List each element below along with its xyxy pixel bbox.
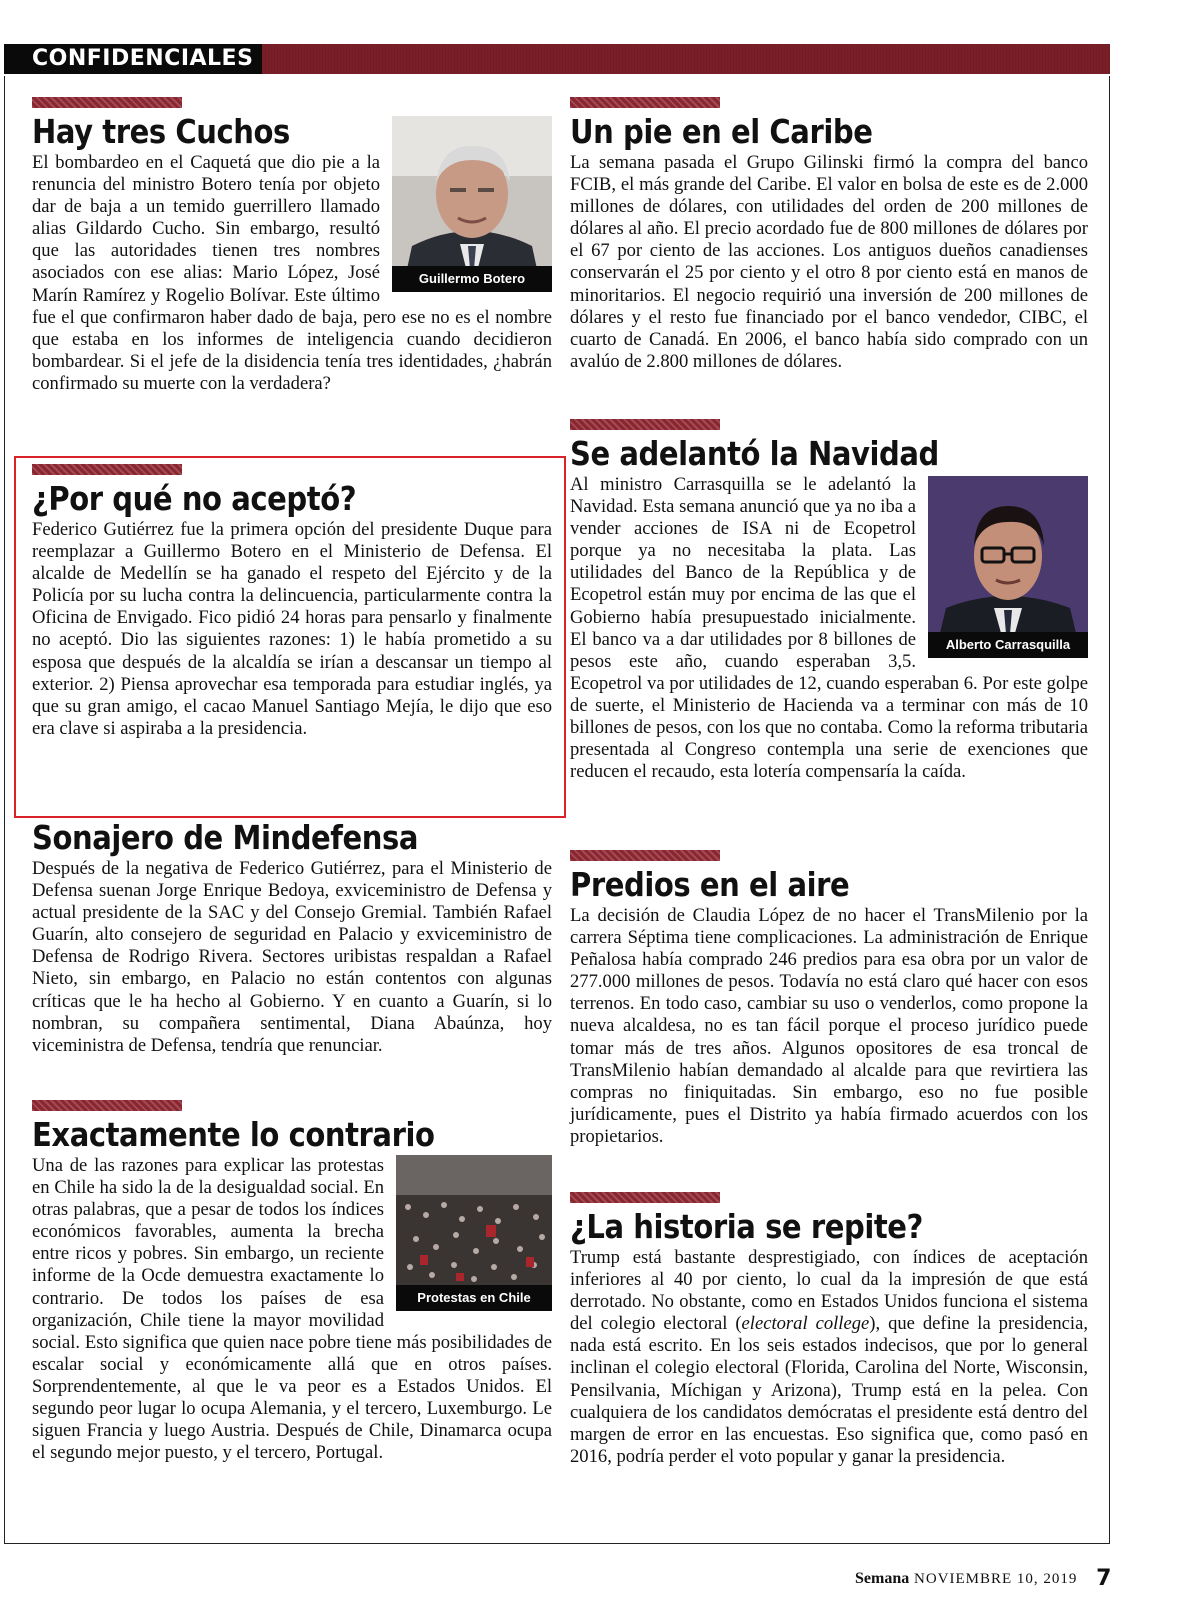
issue-date: NOVIEMBRE 10, 2019 (913, 1571, 1078, 1587)
photo-alberto-carrasquilla (928, 476, 1088, 658)
article-rule (570, 850, 720, 861)
article-body: La decisión de Claudia López de no hacer el TransMilenio por la carrera Séptima tiene complicaciones. La administración de Enrique Peñalosa había comprado 246 predios para esa obra por un valor de 277.000 millones de pesos. Todavía no está claro qué hacer con esos terrenos. En todo caso, cambiar su uso o venderlos, como propone la nueva alcaldesa, no es tan fácil porque el proceso jurídico puede tomar más de tres años. Algunos opositores de esa troncal de TransMilenio habían demandado al alcalde para que revirtiera las compras no finiquitadas. Sin embargo, eso no fue posible jurídicamente, pues el Distrito ya había firmado acuerdos con los propietarios. (570, 905, 1088, 1147)
article-body: La semana pasada el Grupo Gilinski firmó la compra del banco FCIB, el más grande del Caribe. El valor en bolsa de este es de 2.000 millones de dólares, con utilidades del orden de 200 millones de dólares al año. El precio acordado fue de 800 millones de dólares por el 67 por ciento de las acciones. Los antiguos dueños canadienses conservarán el 25 por ciento y el otro 8 por ciento está en manos de minoritarios. El negocio requirió una inversión de 200 millones de dólares y el resto fue financiado por el banco vendedor, CIBC, el cuarto de Canadá. En 2006, el banco había sido comprado con un avalúo de 2.800 millones de dólares. (570, 152, 1088, 372)
article-body: Después de la negativa de Federico Gutiérrez, para el Ministerio de Defensa suenan Jorge Enrique Bedoya, exviceministro de Defensa y actual presidente de la SAC y del Consejo Gremial. También Rafael Guarín, alto consejero de seguridad en Palacio y exviceministro de Defensa de Rodrigo Rivera. Sectores uribistas respaldan a Rafael Nieto, sin embargo, en Palacio no están contentos con algunas críticas que le ha hecho al Gobierno. Y en cuanto a Guarín, si lo nombran, su compañera sentimental, Diana Abaúnza, hoy viceministra de Defensa, tendría que renunciar. (32, 858, 552, 1056)
magazine-name: Semana (855, 1570, 910, 1587)
article-rule (570, 97, 720, 108)
photo-caption: Alberto Carrasquilla (928, 632, 1088, 658)
article-body (570, 1247, 1088, 1468)
body-text: ), que define la presidencia, nada está escrito. En los seis estados indecisos, que por lo general inclinan el colegio electoral (Florida, Carolina del Norte, Wisconsin, Pensilvania, Míchigan y Arizona), Trump está en la pelea. Con cualquiera de los candidatos demócratas el presidente está dentro del margen de error en las encuestas. Eso significa que, como pasó en 2016, podría perder el voto popular y ganar la presidencia. (570, 1313, 1088, 1467)
article-body: Al ministro Carrasquilla se le adelantó la Navidad. Esta semana anunció que ya no iba a vender acciones de ISA ni de Ecopetrol porque ya no necesitaba la plata. Las utilidades del Banco de la República y de Ecopetrol están muy por encima de las que el Gobierno había presupuestado inicialmente. El banco va a dar utilidades por 8 billones de pesos este año, cuando esperaban 3,5. Ecopetrol va por utilidades de 12, cuando esperaban 6. Por este golpe de suerte, el Ministerio de Hacienda va a terminar con más de 10 billones de pesos, con los que no contaba. Como la reforma tributaria presentada al Congreso contempla una serie de exenciones que reducen el recaudo, esta lotería compensaría la caída. (570, 474, 1088, 783)
page-number: 7 (1096, 1566, 1113, 1591)
article-por-que-no-acepto (32, 464, 552, 740)
article-exactamente (32, 1100, 552, 1464)
article-body: El bombardeo en el Caquetá que dio pie a la renuncia del ministro Botero tenía por objeto dar de baja a un temido guerrillero llamado alias Gildardo Cucho. Sin embargo, resultó que las autoridades tienen tres nombres asociados con ese alias: Mario López, José Marín Ramírez y Rogelio Bolívar. Este último fue el que confirmaron haber dado de baja, pero ese no es el nombre que estaba en los informes de inteligencia cuando decidieron bombardear. Si el jefe de la disidencia tenía tres identidades, ¿habrán confirmado su muerte con la verdadera? (32, 152, 552, 394)
article-title: Se adelantó la Navidad (570, 434, 939, 473)
article-rule (570, 419, 720, 430)
article-body: Federico Gutiérrez fue la primera opción del presidente Duque para reemplazar a Guillermo Botero en el Ministerio de Defensa. El alcalde de Medellín se ha ganado el respeto del Ejército y de la Policía por su lucha contra la delincuencia, particularmente contra la Oficina de Envigado. Fico pidió 24 horas para pensarlo y finalmente no aceptó. Dio las siguientes razones: 1) le había prometido a su esposa que después de la alcaldía se irían a descansar un tiempo al exterior. 2) Piensa aprovechar esa temporada para estudiar inglés, ya que su gran amigo, el cacao Manuel Santiago Mejía, le dijo que eso era clave si aspiraba a la presidencia. (32, 519, 552, 739)
portrait-image (928, 476, 1088, 658)
section-label: CONFIDENCIALES (4, 44, 262, 74)
article-sonajero (32, 820, 552, 1057)
article-un-pie-caribe (570, 97, 1088, 373)
photo-protestas-chile (396, 1155, 552, 1311)
article-navidad (570, 419, 1088, 783)
article-rule (32, 1100, 182, 1111)
body-text: Trump está bastante desprestigiado, con índices de aceptación inferiores al 40 por ciento, lo cual da la impresión de que está derrotado. No obstante, como en Estados Unidos funciona el sistema del colegio electoral ( (570, 1247, 1088, 1335)
article-title: Exactamente lo contrario (32, 1115, 435, 1154)
article-title: Sonajero de Mindefensa (32, 818, 418, 857)
photo-caption: Guillermo Botero (392, 266, 552, 292)
article-body: Una de las razones para explicar las protestas en Chile ha sido la de la desigualdad social. En otras palabras, que a pesar de todos los índices económicos favorables, aumenta la brecha entre ricos y pobres. Sin embargo, un reciente informe de la Ocde demuestra exactamente lo contrario. De todos los países de esa organización, Chile tiene la mayor movilidad social. Esto significa que quien nace pobre tiene más posibilidades de escalar social y económicamente allá que en otros países. Sorprendentemente, al que le va peor es a Estados Unidos. El segundo peor lugar lo ocupa Alemania, y el tercero, Luxemburgo. Le siguen Francia y luego Austria. Después de Chile, Dinamarca ocupa el segundo mejor puesto, y el tercero, Portugal. (32, 1155, 552, 1464)
article-rule (32, 97, 182, 108)
article-title: ¿La historia se repite? (570, 1207, 923, 1246)
article-title: Hay tres Cuchos (32, 112, 290, 151)
photo-caption: Protestas en Chile (396, 1285, 552, 1311)
article-title: Un pie en el Caribe (570, 112, 873, 151)
body-emphasis: electoral college (741, 1313, 870, 1335)
article-rule (570, 1192, 720, 1203)
article-predios (570, 850, 1088, 1148)
article-title: Predios en el aire (570, 865, 850, 904)
article-rule (32, 464, 182, 475)
article-tres-cuchos (32, 97, 552, 395)
page-footer (855, 1566, 1112, 1591)
article-historia (570, 1192, 1088, 1468)
article-title: ¿Por qué no aceptó? (32, 479, 357, 518)
